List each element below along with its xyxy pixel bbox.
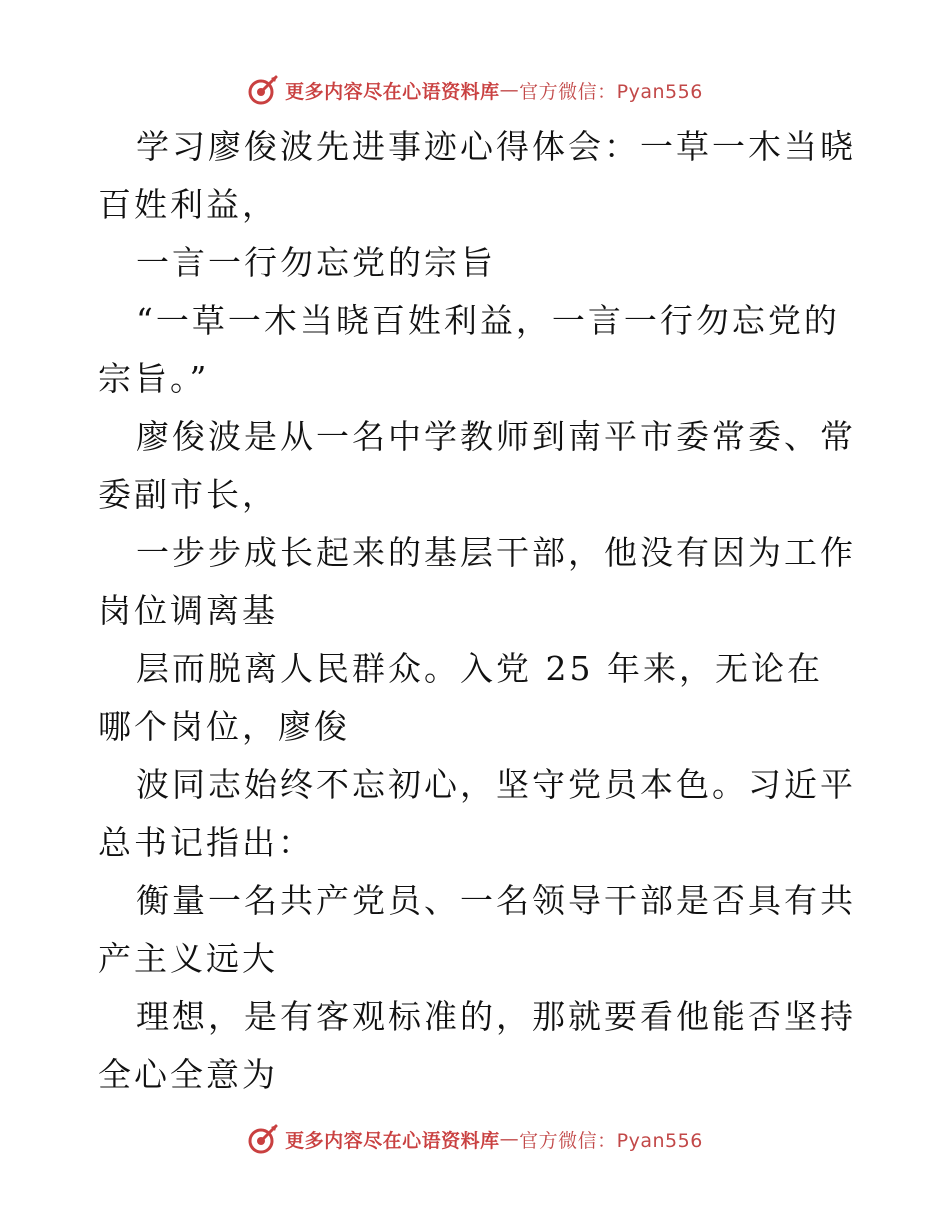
- header-watermark-banner: [0, 70, 950, 110]
- banner-dash: —: [499, 1128, 520, 1150]
- quill-seal-icon: [247, 1123, 279, 1155]
- paragraph-text: 层而脱离人民群众。入党 25 年来，无论在哪个岗位，廖俊: [98, 649, 823, 746]
- paragraph-text: 波同志始终不忘初心，坚守党员本色。习近平总书记指出：: [98, 765, 856, 862]
- paragraph-subtitle: 一言一行勿忘党的宗旨: [136, 243, 496, 282]
- paragraph-title: 学习廖俊波先进事迹心得体会：一草一木当晓百姓利益，: [98, 127, 856, 224]
- banner-wechat-text: 官方微信：Pyan556: [519, 80, 703, 103]
- footer-watermark-banner: [0, 1119, 950, 1159]
- banner-wechat-text: 官方微信：Pyan556: [519, 1129, 703, 1152]
- banner-main-text: 更多内容尽在心语资料库: [285, 80, 500, 103]
- document-body: [98, 118, 858, 1104]
- paragraph-text: 廖俊波是从一名中学教师到南平市委常委、常委副市长，: [98, 417, 856, 514]
- paragraph-quote: “一草一木当晓百姓利益，一言一行勿忘党的宗旨。”: [98, 301, 840, 398]
- quill-seal-icon: [247, 74, 279, 106]
- banner-dash: —: [499, 79, 520, 101]
- paragraph-text: 一步步成长起来的基层干部，他没有因为工作岗位调离基: [98, 533, 856, 630]
- banner-main-text: 更多内容尽在心语资料库: [285, 1129, 500, 1152]
- paragraph-text: 衡量一名共产党员、一名领导干部是否具有共产主义远大: [98, 881, 856, 978]
- paragraph-text: 理想，是有客观标准的，那就要看他能否坚持全心全意为: [98, 997, 856, 1094]
